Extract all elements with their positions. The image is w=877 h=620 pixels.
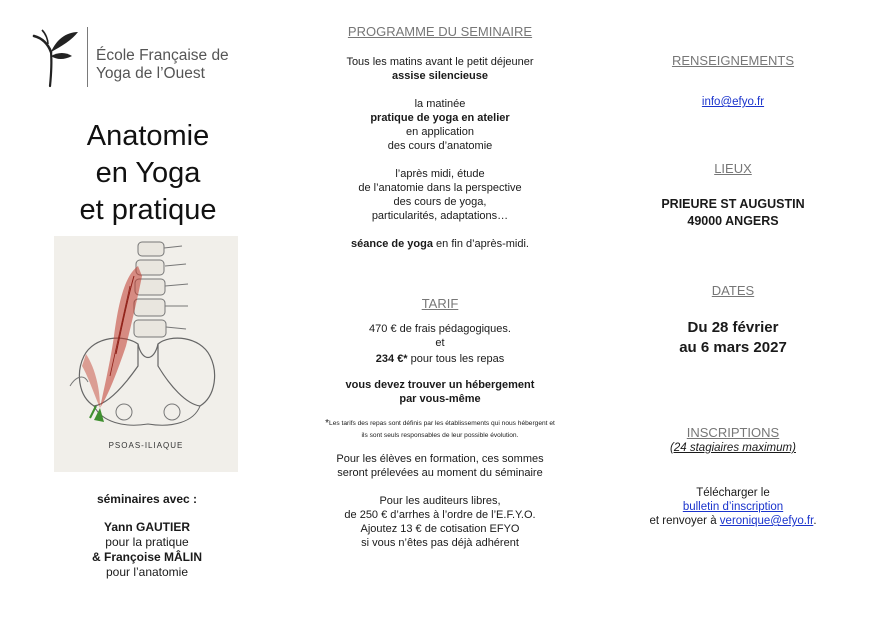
- tarif-line: si vous n’êtes pas déjà adhérent: [361, 537, 519, 549]
- footnote-line-1: Les tarifs des repas sont définis par les établissements qui nous hébergent et: [329, 420, 555, 427]
- tarif-line: et: [435, 337, 445, 349]
- tarif-line: [290, 352, 590, 366]
- programme-section: [290, 24, 590, 251]
- tarif-line: par vous-même: [399, 393, 481, 405]
- tarif-line: vous devez trouver un hébergement: [345, 379, 535, 391]
- programme-line: des cours d’anatomie: [387, 140, 493, 152]
- programme-line: l’après midi, étude: [395, 168, 485, 180]
- presenter-1-role: pour la pratique: [105, 535, 189, 549]
- tarif-line: de 250 € d’arrhes à l’ordre de l’E.F.Y.O.: [344, 509, 536, 521]
- date-end: au 6 mars 2027: [679, 339, 787, 356]
- tarif-line: seront prélevées au moment du séminaire: [337, 467, 543, 479]
- registration-form-link[interactable]: bulletin d’inscription: [682, 501, 784, 513]
- programme-heading: PROGRAMME DU SEMINAIRE: [347, 24, 533, 39]
- programme-line: des cours de yoga,: [393, 196, 487, 208]
- programme-line: particularités, adaptations…: [371, 210, 509, 222]
- presenter-1-name: Yann GAUTIER: [103, 520, 190, 534]
- psoas-illustration: [54, 236, 238, 472]
- title-line-3: et pratique: [79, 194, 217, 226]
- send-to-line: [618, 514, 848, 528]
- programme-line: [290, 237, 590, 251]
- venue-city: 49000 ANGERS: [687, 214, 779, 228]
- tarif-section: [290, 296, 590, 550]
- illustration-caption: PSOAS-ILIAQUE: [108, 441, 184, 450]
- registration-email-link[interactable]: veronique@efyo.fr: [719, 515, 814, 527]
- footnote-star: *: [325, 418, 330, 429]
- title-line-2: en Yoga: [95, 157, 201, 189]
- efyo-logo-icon: [28, 26, 80, 90]
- contact-email-link[interactable]: info@efyo.fr: [701, 96, 765, 108]
- footnote-line-2: ils sont seuls responsables de leur possible évolution.: [361, 432, 519, 439]
- lieux-heading: LIEUX: [714, 161, 752, 176]
- tarif-line: Pour les élèves en formation, ces sommes: [336, 453, 544, 465]
- brand-line-1: École Française de: [96, 47, 229, 64]
- inscriptions-heading: INSCRIPTIONS: [686, 425, 780, 440]
- tarif-line: Ajoutez 13 € de cotisation EFYO: [360, 523, 520, 535]
- programme-line: en application: [406, 126, 474, 138]
- logo-divider: [87, 27, 88, 87]
- presenter-2-role: pour l’anatomie: [105, 565, 189, 579]
- yoga-session-label: séance de yoga: [351, 238, 433, 250]
- download-text: Télécharger le: [696, 487, 770, 499]
- send-to-text: et renvoyer à: [649, 515, 720, 527]
- presenter-2-name: & Françoise MÂLIN: [91, 550, 202, 564]
- lieux-section: [618, 161, 848, 230]
- tarif-heading: TARIF: [421, 296, 459, 311]
- brand-name: [96, 47, 229, 83]
- dates-heading: DATES: [711, 283, 755, 298]
- tarif-line: 470 € de frais pédagogiques.: [369, 323, 511, 335]
- brand-line-2: Yoga de l’Ouest: [96, 65, 205, 82]
- meal-price: 234 €*: [375, 353, 408, 365]
- programme-line: assise silencieuse: [391, 70, 488, 82]
- page-title: [58, 118, 238, 229]
- meal-price-label: pour tous les repas: [407, 353, 505, 365]
- programme-line: de l’anatomie dans la perspective: [358, 182, 522, 194]
- date-start: Du 28 février: [687, 319, 779, 336]
- renseignements-heading: RENSEIGNEMENTS: [671, 53, 795, 68]
- dates-section: [618, 283, 848, 358]
- yoga-session-time: en fin d’après-midi.: [432, 238, 529, 250]
- tarif-line: Pour les auditeurs libres,: [379, 495, 501, 507]
- seminars-heading: séminaires avec :: [96, 492, 198, 506]
- programme-line: pratique de yoga en atelier: [370, 112, 510, 124]
- anatomy-drawing: [54, 236, 238, 472]
- inscriptions-section: [618, 425, 848, 528]
- renseignements-section: [618, 53, 848, 109]
- footnote: [290, 418, 590, 430]
- max-participants: (24 stagiaires maximum): [670, 442, 796, 454]
- send-to-end: .: [813, 515, 817, 527]
- seminar-presenters: [72, 520, 222, 580]
- venue-name: PRIEURE ST AUGUSTIN: [661, 197, 805, 211]
- title-line-1: Anatomie: [86, 120, 210, 152]
- programme-line: la matinée: [414, 98, 466, 110]
- programme-line: Tous les matins avant le petit déjeuner: [346, 56, 534, 68]
